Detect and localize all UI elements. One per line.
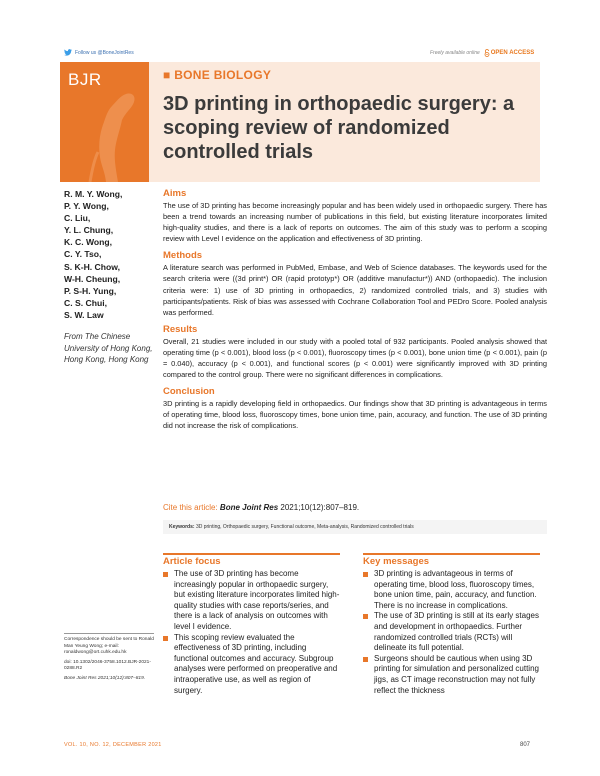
divider — [363, 553, 540, 555]
methods-text: A literature search was performed in PubMed, Embase, and Web of Science databases. The keywords used for the search criteria were ((3d print*) OR (rapid prototyp*) OR (additive manufactur*)) AND (orthopaedic). The inclusion criteria were: 1) use of 3D printing in orthopaedics, 2) randomized controlled trials, and 3) studies with participants/patients. Risk of bias was assessed with Cochrane Collaboration Tool and PEDro Score. Pooled analysis was performed. — [163, 263, 547, 317]
cite-journal[interactable]: Bone Joint Res — [219, 503, 279, 512]
aims-text: The use of 3D printing has become increasingly popular and has been widely used in orthopaedic surgery. There has been a trend towards an increasing number of publications in this field, but existing literature incorporates limited high-quality studies, and there is a lack of reports on outcomes. The aim of this study was to perform a scoping review with Level I evidence on the application and effectiveness of 3D printing. — [163, 201, 547, 244]
square-bullet-icon — [363, 657, 368, 662]
article-focus-heading: Article focus — [163, 556, 221, 567]
author: S. W. Law — [64, 309, 104, 320]
correspondence — [64, 637, 154, 686]
author: R. M. Y. Wong, — [64, 189, 123, 199]
page-number: 807 — [520, 742, 531, 748]
results-heading: Results — [163, 323, 198, 335]
author: S. K-H. Chow, — [64, 261, 121, 272]
journal-logo-box — [60, 62, 149, 182]
author: K. C. Wong, — [64, 237, 113, 248]
conclusion-heading: Conclusion — [163, 386, 215, 398]
divider — [163, 553, 340, 555]
cite-line — [163, 503, 359, 512]
article-title: 3D printing in orthopaedic surgery: a scoping review of randomized controlled trials — [163, 93, 515, 163]
cite-ref: 2021;10(12):807–819. — [280, 503, 360, 512]
list-item: The use of 3D printing has become increasingly popular in orthopaedic surgery, but existing literature incorporates limited high-quality studies with case reports/series, and there is a lack of analysis on outcomes with level I evidence. — [163, 569, 340, 633]
author: C. S. Chui, — [64, 297, 107, 308]
doi-text[interactable]: doi: 10.1302/2046-3758.1012.BJR-2021-0288.R2 — [64, 659, 151, 672]
results-text: Overall, 21 studies were included in our study with a pooled total of 932 participants. Pooled analysis showed that operating time (p < 0.001), blood loss (p < 0.001), fluoroscopy times (p < 0.001), bone union time (p < 0.001), pain (p = 0.040), accuracy (p < 0.001), and functional scores (p < 0.001) were significantly improved with 3D printing compared to the control group. There were no significant differences in complications. — [163, 336, 547, 380]
keywords-text: 3D printing, Orthopaedic surgery, Functional outcome, Meta-analysis, Randomized controlled trials — [195, 524, 414, 530]
list-item: Surgeons should be cautious when using 3D printing for simulation and personalized cutting jigs, as CT image reconstruction may not fully reflect the thickness — [363, 654, 540, 696]
aims-heading: Aims — [163, 188, 187, 199]
conclusion-text: 3D printing is a rapidly developing field in orthopaedics. Our findings show that 3D printing is advantageous in terms of operating time, blood loss, fluoroscopy times, bone union time, pain, accuracy, and function. The use of 3D printing did not increase the risk of complications. — [163, 399, 547, 431]
open-lock-icon — [484, 49, 490, 57]
list-item: The use of 3D printing is still at its early stages and development in orthopaedics. Further randomized controlled trials (RCTs) will delineate its full potential. — [363, 611, 540, 653]
author: P. S-H. Yung, — [64, 285, 117, 296]
footer-issue: VOL. 10, NO. 12, DECEMBER 2021 — [64, 742, 162, 748]
author: W-H. Cheung, — [64, 273, 121, 284]
correspondence-text: Correspondence should be sent to Ronald Man Yeung Wong; e-mail: ronaldwong@ort.cuhk.edu.hk — [64, 637, 154, 656]
keywords-bar — [163, 520, 547, 534]
author: C. Liu, — [64, 213, 91, 224]
affiliation: From The Chinese University of Hong Kong, Hong Kong, Hong Kong — [64, 332, 153, 365]
key-messages-heading: Key messages — [363, 556, 430, 567]
cite-label: Cite this article: — [163, 503, 218, 512]
methods-heading: Methods — [163, 250, 203, 262]
square-bullet-icon — [163, 572, 168, 577]
square-bullet-icon — [163, 636, 168, 641]
key-messages-box — [363, 556, 540, 696]
author: Y. L. Chung, — [64, 225, 114, 236]
list-item: This scoping review evaluated the effectiveness of 3D printing, including functional outcomes and accuracy. Subgroup analyses were performed on preoperative and intraoperative use, as well as region of surgery. — [163, 633, 340, 697]
follow-text: Follow us @BoneJointRes — [75, 49, 134, 56]
square-bullet-icon — [363, 572, 368, 577]
keywords-label: Keywords: — [169, 524, 195, 530]
author: P. Y. Wong, — [64, 201, 109, 212]
author-list — [64, 188, 152, 321]
list-item: 3D printing is advantageous in terms of operating time, blood loss, fluoroscopy times, bone union time, pain, accuracy, and function. There is no increase in complications. — [363, 569, 540, 611]
square-bullet-icon — [363, 614, 368, 619]
divider — [64, 633, 154, 634]
journal-logo-text: BJR — [68, 70, 102, 89]
journal-ref: Bone Joint Res 2021;10(12):807–819. — [64, 675, 146, 681]
twitter-follow[interactable] — [64, 49, 134, 56]
freely-available-text: Freely available online — [430, 50, 480, 56]
twitter-bird-icon — [64, 49, 72, 56]
open-access-logo — [484, 49, 534, 57]
open-access-badge — [430, 49, 534, 57]
article-focus-box — [163, 556, 340, 696]
open-access-label: OPEN ACCESS — [490, 50, 535, 56]
author: C. Y. Tso, — [64, 249, 102, 260]
square-bullet-icon: ■ — [163, 68, 175, 82]
abstract — [163, 188, 547, 432]
section-label: ■ BONE BIOLOGY — [163, 68, 272, 82]
